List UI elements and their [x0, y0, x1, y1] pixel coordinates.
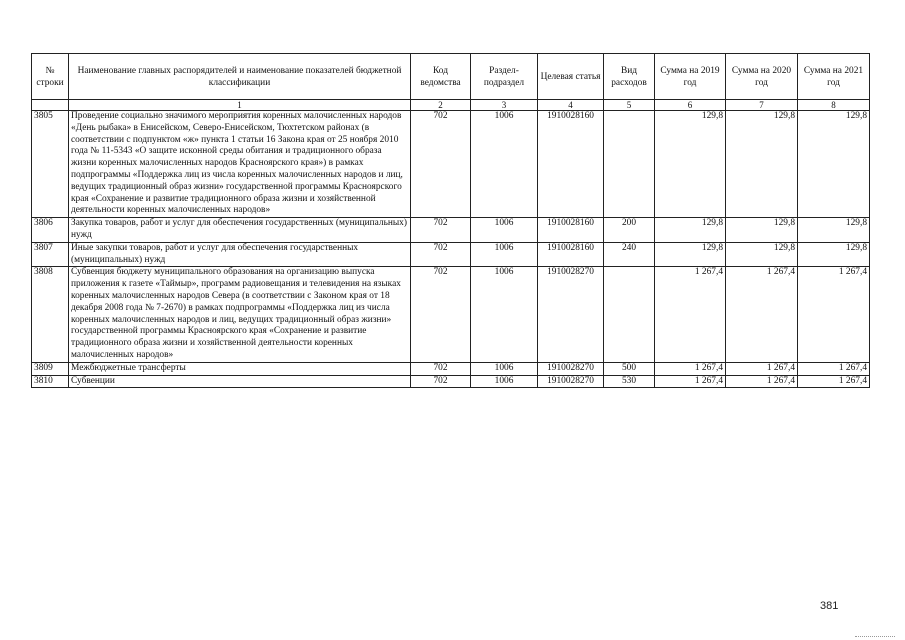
column-number: 3: [471, 100, 538, 111]
row-sum-2021-cell: 1 267,4: [798, 375, 870, 388]
column-number: [32, 100, 69, 111]
row-sum-2021-cell: 129,8: [798, 218, 870, 243]
row-section-cell: 1006: [471, 242, 538, 267]
row-sum-2021-cell: 1 267,4: [798, 267, 870, 362]
row-sum-2019-cell: 1 267,4: [655, 267, 726, 362]
row-dept-code-cell: 702: [411, 362, 471, 375]
header-sum-2021: Сумма на 2021 год: [798, 54, 870, 100]
row-dept-code-cell: 702: [411, 111, 471, 218]
page-number: 381: [820, 600, 839, 612]
row-section-cell: 1006: [471, 375, 538, 388]
table-row: [32, 267, 870, 362]
row-expense-type-cell: 530: [604, 375, 655, 388]
row-dept-code-cell: 702: [411, 267, 471, 362]
column-number: 5: [604, 100, 655, 111]
row-expense-type-cell: 240: [604, 242, 655, 267]
column-number: 4: [538, 100, 604, 111]
budget-table: [31, 53, 870, 388]
header-sum-2019: Сумма на 2019 год: [655, 54, 726, 100]
row-sum-2020-cell: 1 267,4: [726, 375, 798, 388]
row-sum-2021-cell: 129,8: [798, 111, 870, 218]
header-sum-2020: Сумма на 2020 год: [726, 54, 798, 100]
row-number-cell: 3805: [32, 111, 69, 218]
row-name-cell: Субвенция бюджету муниципального образования на организацию выпуска приложения к газете «Таймыр», программ радиовещания и телевидения на языках коренных малочисленных народов Севера (в соответствии с Законом края от 18 декабря 2008 года № 7-2670) в рамках подпрограммы «Поддержка лиц из числа коренных малочисленных народов и лиц, ведущих традиционный образ жизни» государственной программы Красноярского края «Сохранение и развитие традиционного образа жизни и хозяйственной деятельности коренных малочисленных народов»: [69, 267, 411, 362]
row-sum-2019-cell: 129,8: [655, 218, 726, 243]
row-section-cell: 1006: [471, 218, 538, 243]
column-number-row: [32, 100, 870, 111]
row-number-cell: 3807: [32, 242, 69, 267]
row-name-cell: Закупка товаров, работ и услуг для обеспечения государственных (муниципальных) нужд: [69, 218, 411, 243]
row-name-cell: Межбюджетные трансферты: [69, 362, 411, 375]
row-dept-code-cell: 702: [411, 375, 471, 388]
row-target-cell: 1910028270: [538, 362, 604, 375]
row-target-cell: 1910028160: [538, 111, 604, 218]
table-row: [32, 242, 870, 267]
row-sum-2019-cell: 1 267,4: [655, 375, 726, 388]
table-row: [32, 218, 870, 243]
table-row: [32, 111, 870, 218]
header-row-no: № строки: [32, 54, 69, 100]
header-expense-type: Вид расходов: [604, 54, 655, 100]
row-target-cell: 1910028160: [538, 218, 604, 243]
header-name: Наименование главных распорядителей и наименование показателей бюджетной классификации: [69, 54, 411, 100]
row-sum-2020-cell: 129,8: [726, 242, 798, 267]
row-sum-2020-cell: 129,8: [726, 218, 798, 243]
row-target-cell: 1910028270: [538, 375, 604, 388]
scan-artifact: [855, 636, 895, 638]
row-dept-code-cell: 702: [411, 218, 471, 243]
row-sum-2019-cell: 129,8: [655, 242, 726, 267]
row-target-cell: 1910028160: [538, 242, 604, 267]
column-number: 6: [655, 100, 726, 111]
row-sum-2020-cell: 129,8: [726, 111, 798, 218]
row-section-cell: 1006: [471, 111, 538, 218]
row-number-cell: 3809: [32, 362, 69, 375]
row-expense-type-cell: [604, 267, 655, 362]
row-dept-code-cell: 702: [411, 242, 471, 267]
row-target-cell: 1910028270: [538, 267, 604, 362]
row-name-cell: Субвенции: [69, 375, 411, 388]
row-sum-2021-cell: 129,8: [798, 242, 870, 267]
column-number: 8: [798, 100, 870, 111]
row-number-cell: 3810: [32, 375, 69, 388]
row-section-cell: 1006: [471, 267, 538, 362]
row-expense-type-cell: 200: [604, 218, 655, 243]
header-target: Целевая статья: [538, 54, 604, 100]
row-section-cell: 1006: [471, 362, 538, 375]
column-number: 2: [411, 100, 471, 111]
row-expense-type-cell: 500: [604, 362, 655, 375]
table-row: [32, 362, 870, 375]
row-number-cell: 3808: [32, 267, 69, 362]
row-sum-2019-cell: 1 267,4: [655, 362, 726, 375]
table-header-row: [32, 54, 870, 100]
row-expense-type-cell: [604, 111, 655, 218]
column-number: 7: [726, 100, 798, 111]
row-name-cell: Иные закупки товаров, работ и услуг для обеспечения государственных (муниципальных) нужд: [69, 242, 411, 267]
row-sum-2020-cell: 1 267,4: [726, 362, 798, 375]
row-sum-2021-cell: 1 267,4: [798, 362, 870, 375]
header-section: Раздел-подраздел: [471, 54, 538, 100]
header-dept-code: Код ведомства: [411, 54, 471, 100]
row-sum-2019-cell: 129,8: [655, 111, 726, 218]
table-row: [32, 375, 870, 388]
row-number-cell: 3806: [32, 218, 69, 243]
row-name-cell: Проведение социально значимого мероприятия коренных малочисленных народов «День рыбака» в Енисейском, Северо-Енисейском, Тюхтетском районах (в соответствии с подпунктом «ж» пункта 1 статьи 16 Закона края от 25 ноября 2010 года № 11-5343 «О защите исконной среды обитания и традиционного образа жизни коренных малочисленных народов Красноярского края») в рамках подпрограммы «Поддержка лиц из числа коренных малочисленных народов и лиц, ведущих традиционный образ жизни» государственной программы Красноярского края «Сохранение и развитие традиционного образа жизни и хозяйственной деятельности коренных малочисленных народов»: [69, 111, 411, 218]
column-number: 1: [69, 100, 411, 111]
row-sum-2020-cell: 1 267,4: [726, 267, 798, 362]
